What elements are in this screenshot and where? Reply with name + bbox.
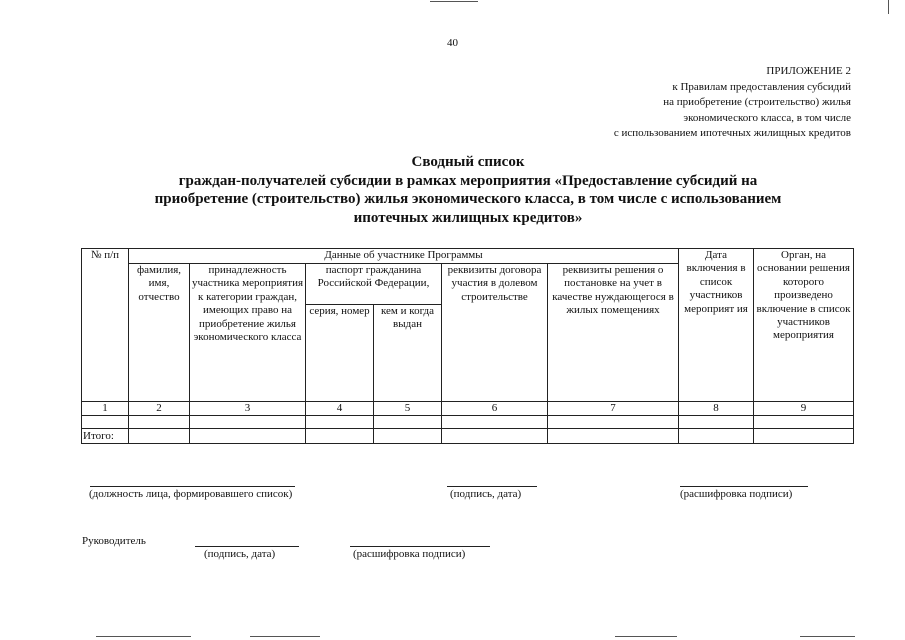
appendix-line: на приобретение (строительство) жилья: [663, 96, 851, 108]
column-number: 6: [442, 402, 548, 416]
header-full-name: фамилия, имя, отчество: [129, 264, 190, 402]
signature-date-label: (подпись, дата): [450, 488, 522, 500]
column-number: 1: [82, 402, 129, 416]
table-cell: [129, 416, 190, 429]
signature-decode-label: (расшифровка подписи): [680, 488, 793, 500]
decode-signature-line: [680, 486, 808, 487]
title-line-1: Сводный список: [411, 154, 525, 170]
head-decode-label: (расшифровка подписи): [353, 548, 466, 560]
header-participant-data: Данные об участнике Программы: [129, 249, 679, 264]
scan-artifact-top: [430, 1, 478, 2]
scan-artifact-bottom-2: [250, 636, 320, 637]
appendix-line: с использованием ипотечных жилищных кредитов: [613, 127, 851, 139]
title-line-2: граждан-получателей субсидии в рамках мероприятия «Предоставление субсидий на: [178, 172, 758, 189]
appendix-line: к Правилам предоставления субсидий: [672, 80, 851, 93]
scan-artifact-right: [888, 0, 889, 14]
signature-line: [447, 486, 537, 487]
table-cell: [129, 429, 190, 444]
table-cell: [442, 429, 548, 444]
title-line-4: ипотечных жилищных кредитов»: [353, 209, 583, 226]
total-label: Итого:: [82, 429, 129, 444]
table-cell: [190, 429, 306, 444]
table-cell: [374, 416, 442, 429]
appendix-line: экономического класса, в том числе: [683, 111, 851, 124]
table-row-total: [82, 429, 854, 444]
column-number: 4: [306, 402, 374, 416]
head-decode-line: [350, 546, 490, 547]
column-number: 5: [374, 402, 442, 416]
scan-artifact-bottom-3: [615, 636, 677, 637]
page-number: 40: [447, 37, 458, 49]
header-no: № п/п: [82, 249, 129, 402]
column-number: 3: [190, 402, 306, 416]
header-inclusion-date: Дата включения в список участников мероприят ия: [679, 249, 754, 402]
table-cell: [442, 416, 548, 429]
position-label: (должность лица, формировавшего список): [89, 488, 293, 500]
table-cell: [548, 429, 679, 444]
table-cell: [306, 429, 374, 444]
table-cell: [82, 416, 129, 429]
column-number: 9: [754, 402, 854, 416]
table-cell: [754, 416, 854, 429]
table-cell: [754, 429, 854, 444]
position-signature-line: [90, 486, 295, 487]
column-number: 7: [548, 402, 679, 416]
table-cell: [679, 416, 754, 429]
scan-artifact-bottom-1: [96, 636, 191, 637]
header-organ: Орган, на основании решения которого произведено включение в список участников мероприятия: [754, 249, 854, 402]
scan-artifact-bottom-4: [800, 636, 855, 637]
column-number: 2: [129, 402, 190, 416]
table-row-empty: [82, 416, 854, 429]
table-cell: [548, 416, 679, 429]
appendix-heading: ПРИЛОЖЕНИЕ 2: [766, 65, 851, 77]
appendix-note: [614, 64, 851, 142]
title-line-3: приобретение (строительство) жилья экономического класса, в том числе с использованием: [154, 191, 782, 207]
table-cell: [306, 416, 374, 429]
head-label: Руководитель: [82, 535, 146, 547]
table-cell: [374, 429, 442, 444]
header-passport: паспорт гражданина Российской Федерации,: [306, 264, 442, 305]
column-number: 8: [679, 402, 754, 416]
column-numbers-row: [82, 402, 854, 416]
header-decision: реквизиты решения о постановке на учет в качестве нуждающегося в жилых помещениях: [548, 264, 679, 402]
head-signature-date-label: (подпись, дата): [204, 548, 276, 560]
document-title: [80, 153, 856, 227]
header-passport-issued: кем и когда выдан: [374, 305, 442, 402]
header-contract: реквизиты договора участия в долевом строительстве: [442, 264, 548, 402]
header-category: принадлежность участника мероприятия к категории граждан, имеющих право на приобретение жилья экономического класса: [190, 264, 306, 402]
recipients-table: [81, 248, 854, 444]
head-signature-line: [195, 546, 299, 547]
header-passport-series: серия, номер: [306, 305, 374, 402]
table-cell: [190, 416, 306, 429]
table-cell: [679, 429, 754, 444]
